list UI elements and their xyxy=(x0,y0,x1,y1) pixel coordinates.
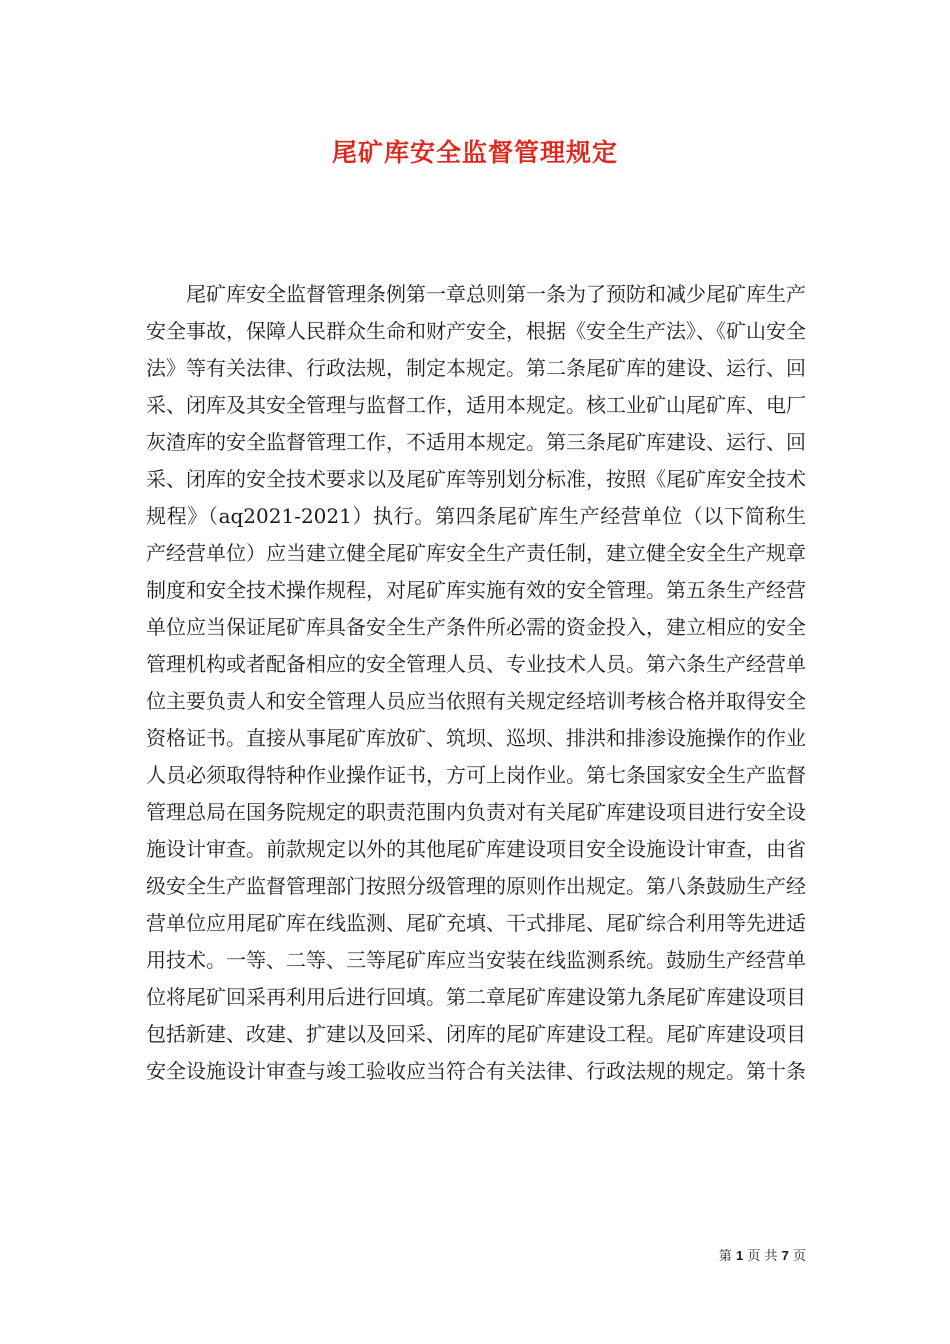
footer-suffix: 页 xyxy=(792,1249,806,1264)
total-pages-number: 7 xyxy=(781,1248,789,1263)
footer-middle: 页 共 xyxy=(747,1249,778,1264)
document-body: 尾矿库安全监督管理条例第一章总则第一条为了预防和减少尾矿库生产安全事故，保障人民群众生命和财产安全，根据《安全生产法》、《矿山安全法》等有关法律、行政法规，制定本规定。第二条尾矿库的建设、运行、回采、闭库及其安全管理与监督工作，适用本规定。核工业矿山尾矿库、电厂灰渣库的安全监督管理工作，不适用本规定。第三条尾矿库建设、运行、回采、闭库的安全技术要求以及尾矿库等别划分标准，按照《尾矿库安全技术规程》（aq2021-2021）执行。第四条尾矿库生产经营单位（以下简称生产经营单位）应当建立健全尾矿库安全生产责任制，建立健全安全生产规章制度和安全技术操作规程，对尾矿库实施有效的安全管理。第五条生产经营单位应当保证尾矿库具备安全生产条件所必需的资金投入，建立相应的安全管理机构或者配备相应的安全管理人员、专业技术人员。第六条生产经营单位主要负责人和安全管理人员应当依照有关规定经培训考核合格并取得安全资格证书。直接从事尾矿库放矿、筑坝、巡坝、排洪和排渗设施操作的作业人员必须取得特种作业操作证书，方可上岗作业。第七条国家安全生产监督管理总局在国务院规定的职责范围内负责对有关尾矿库建设项目进行安全设施设计审查。前款规定以外的其他尾矿库建设项目安全设施设计审查，由省级安全生产监督管理部门按照分级管理的原则作出规定。第八条鼓励生产经营单位应用尾矿库在线监测、尾矿充填、干式排尾、尾矿综合利用等先进适用技术。一等、二等、三等尾矿库应当安装在线监测系统。鼓励生产经营单位将尾矿回采再利用后进行回填。第二章尾矿库建设第九条尾矿库建设项目包括新建、改建、扩建以及回采、闭库的尾矿库建设工程。尾矿库建设项目安全设施设计审查与竣工验收应当符合有关法律、行政法规的规定。第十条 xyxy=(146,282,806,1083)
document-title: 尾矿库安全监督管理规定 xyxy=(331,138,618,167)
footer-prefix: 第 xyxy=(718,1249,732,1264)
current-page-number: 1 xyxy=(735,1248,744,1263)
page-footer xyxy=(700,1245,806,1264)
